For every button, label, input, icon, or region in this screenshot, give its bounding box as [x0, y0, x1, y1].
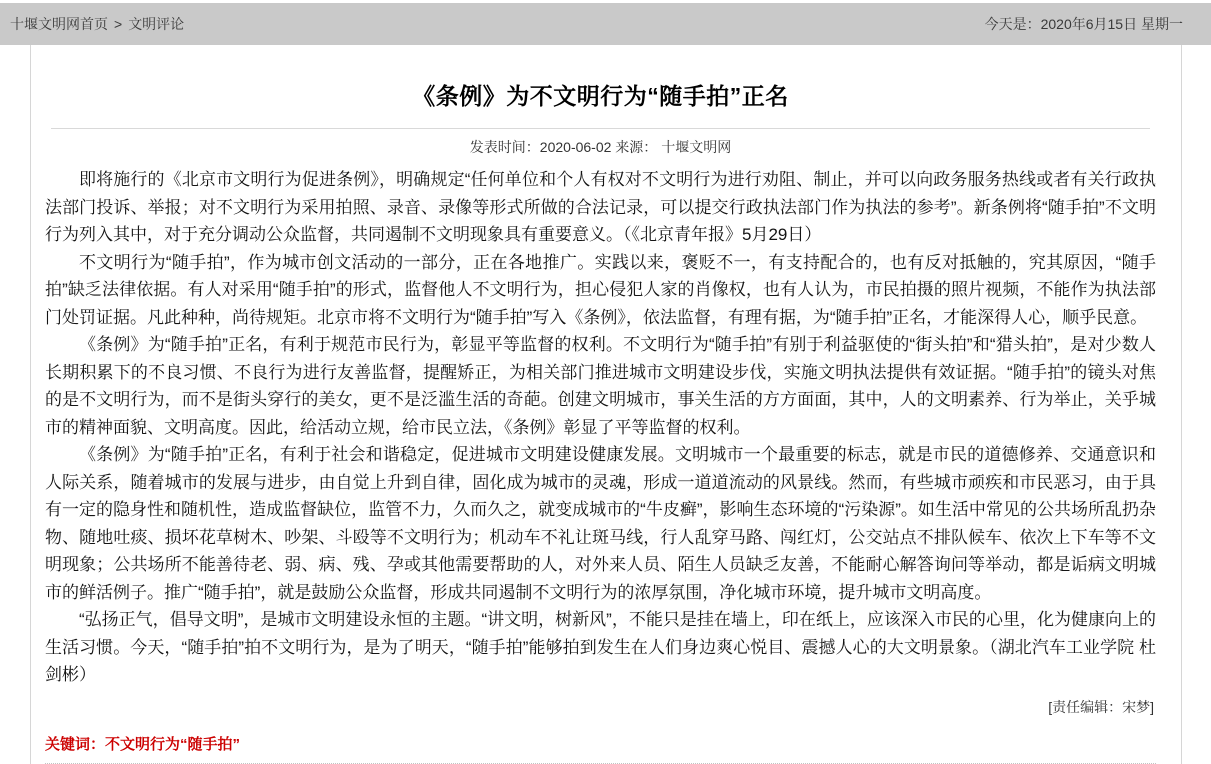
article-title: 《条例》为不文明行为“随手拍”正名 — [412, 83, 789, 109]
breadcrumb-section-link[interactable]: 文明评论 — [128, 16, 185, 32]
article-paragraph: 《条例》为“随手拍”正名，有利于社会和谐稳定，促进城市文明建设健康发展。文明城市一个最重要的标志，就是市民的道德修养、交通意识和人际关系，随着城市的发展与进步，由自觉上升到自律，固化成为城市的灵魂，形成一道道流动的风景线。然而，有些城市顽疾和市民恶习，由于具有一定的隐身性和随机性，造成监督缺位，监管不力，久而久之，就变成城市的“牛皮癣”，影响生态环境的“污染源”。如生活中常见的公共场所乱扔杂物、随地吐痰、损坏花草树木、吵架、斗殴等不文明行为；机动车不礼让斑马线，行人乱穿马路、闯红灯，公交站点不排队候车、依次上下车等不文明现象；公共场所不能善待老、弱、病、残、孕或其他需要帮助的人，对外来人员、陌生人员缺乏友善，不能耐心解答询问等举动，都是诟病文明城市的鲜活例子。推广“随手拍”，就是鼓励公众监督，形成共同遏制不文明行为的浓厚氛围，净化城市环境，提升城市文明高度。 — [45, 445, 1156, 602]
breadcrumb-home-link[interactable]: 十堰文明网首页 — [10, 16, 108, 32]
keywords-row — [45, 733, 1156, 764]
article-paragraph: 即将施行的《北京市文明行为促进条例》，明确规定“任何单位和个人有权对不文明行为进行劝阻、制止，并可以向政务服务热线或者有关行政执法部门投诉、举报；对不文明行为采用拍照、录音、录像等形式所做的合法记录，可以提交行政执法部门作为执法的参考”。新条例将“随手拍”不文明行为列入其中，对于充分调动公众监督，共同遏制不文明现象具有重要意义。（《北京青年报》5月29日） — [45, 170, 1156, 244]
article-paragraph: “弘扬正气，倡导文明”，是城市文明建设永恒的主题。“讲文明，树新风”，不能只是挂在墙上，印在纸上，应该深入市民的心里，化为健康向上的生活习惯。今天，“随手拍”拍不文明行为，是为了明天，“随手拍”能够拍到发生在人们身边爽心悦目、震撼人心的大文明景象。（湖北汽车工业学院 杜剑彬） — [45, 610, 1156, 684]
title-divider — [51, 128, 1150, 129]
editor-credit: [责任编辑：宋梦] — [1048, 698, 1154, 715]
article-paragraph: 不文明行为“随手拍”，作为城市创文活动的一部分，正在各地推广。实践以来，褒贬不一，有支持配合的，也有反对抵触的，究其原因，“随手拍”缺乏法律依据。有人对采用“随手拍”的形式，监督他人不文明行为，担心侵犯人家的肖像权，也有人认为，市民拍摄的照片视频，不能作为执法部门处罚证据。凡此种种，尚待规矩。北京市将不文明行为“随手拍”写入《条例》，依法监督，有理有据，为“随手拍”正名，才能深得人心，顺乎民意。 — [45, 252, 1156, 327]
current-date-label: 今天是：2020年6月15日 星期一 — [984, 16, 1183, 32]
keywords-label: 关键词： — [45, 735, 106, 753]
breadcrumb-separator: > — [114, 16, 123, 32]
breadcrumb — [10, 14, 184, 34]
article-container — [30, 45, 1182, 764]
article-body — [45, 166, 1156, 689]
top-bar — [0, 3, 1211, 45]
keyword-link[interactable]: 不文明行为“随手拍” — [105, 735, 241, 753]
article-meta: 发表时间：2020-06-02 来源： 十堰文明网 — [469, 139, 732, 155]
article-paragraph: 《条例》为“随手拍”正名，有利于规范市民行为，彰显平等监督的权利。不文明行为“随手拍”有别于利益驱使的“街头拍”和“猎头拍”，是对少数人长期积累下的不良习惯、不良行为进行友善监督，提醒矫正，为相关部门推进城市文明建设步伐，实施文明执法提供有效证据。“随手拍”的镜头对焦的是不文明行为，而不是街头穿行的美女，更不是泛滥生活的奇葩。创建文明城市，事关生活的方方面面，其中，人的文明素养、行为举止，关乎城市的精神面貌、文明高度。因此，给活动立规，给市民立法，《条例》彰显了平等监督的权利。 — [45, 335, 1156, 437]
